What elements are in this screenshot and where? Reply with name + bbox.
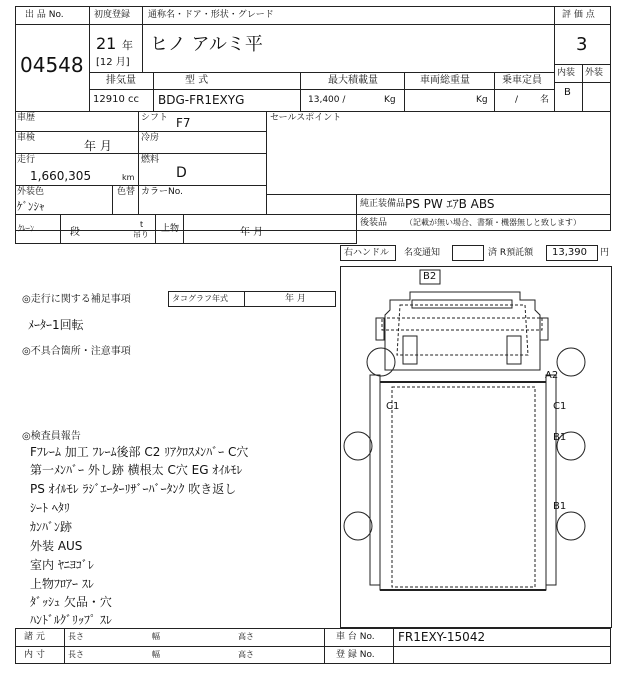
first-reg-label: 初度登録	[94, 10, 131, 20]
type-label: 型 式	[185, 75, 209, 86]
damage-mark: B2	[423, 271, 437, 282]
equipment-label: 純正装備品	[360, 199, 406, 209]
year-value: 21	[96, 34, 117, 53]
crane-label: ｸﾚｰﾝ	[18, 224, 34, 233]
width-label: 幅	[152, 632, 160, 641]
color-no-label: カラーNo.	[141, 187, 183, 197]
color-value: ｹﾞﾝｼｬ	[17, 200, 45, 213]
color-label: 外装色	[17, 187, 45, 197]
inspector-line: 第一ﾒﾝﾊﾞｰ 外し跡 横根太 C穴 EG ｵｲﾙﾓﾚ	[30, 463, 243, 477]
capacity-value: /	[515, 95, 519, 105]
month-value: [12 月]	[96, 57, 130, 68]
bed-inner	[392, 387, 535, 587]
damage-mark: B1	[553, 501, 567, 512]
aftermarket-label: 後装品	[360, 218, 388, 228]
lot-label: 出 品 No.	[25, 10, 64, 20]
recycle-label: 済 R預託額	[488, 248, 534, 258]
aftermarket-note: （記載が無い場合、書類・機器無しと致します）	[405, 218, 581, 227]
supplement-text: ﾒｰﾀｰ1回転	[28, 318, 84, 332]
bed-side-left	[370, 375, 380, 585]
wheel-front-left	[367, 348, 395, 376]
capacity-label: 乗車定員	[502, 75, 542, 86]
displacement-label: 排気量	[106, 75, 136, 86]
damage-mark: A2	[545, 370, 559, 381]
capacity-unit: 名	[540, 95, 550, 105]
load-label: 最大積載量	[328, 75, 378, 86]
supplement-label: ◎走行に関する補足事項	[22, 294, 131, 305]
inspector-line: ﾊﾝﾄﾞﾙｸﾞﾘｯﾌﾟ ｽﾚ	[30, 613, 112, 627]
recycle-value: 13,390	[552, 247, 587, 258]
damage-mark: C1	[553, 401, 567, 412]
wheel-rear-right-2	[557, 512, 585, 540]
cab-roof	[412, 300, 512, 308]
inspector-label: ◎検査員報告	[22, 431, 81, 442]
history-label: 車歴	[17, 113, 36, 123]
inspector-line: ｶﾝﾊﾞﾝ跡	[30, 520, 73, 534]
inspector-line: PS ｵｲﾙﾓﾚ ﾗｼﾞｴｰﾀｰﾘｻﾞｰﾊﾞｰﾀﾝｸ 吹き返し	[30, 482, 237, 496]
grade-label: 評 価 点	[562, 10, 595, 20]
car-name: ヒノ アルミ平	[150, 34, 263, 55]
height-label: 高さ	[238, 632, 254, 641]
equipment-value: PS PW ｴｱB ABS	[405, 197, 495, 211]
shift-value: F7	[176, 116, 191, 130]
interior-grade: B	[564, 87, 571, 98]
bed-outline	[380, 382, 546, 590]
inspector-line: Fﾌﾚｰﾑ 加工 ﾌﾚｰﾑ後部 C2 ﾘｱｸﾛｽﾒﾝﾊﾞｰ C穴	[30, 445, 249, 459]
gross-unit: Kg	[476, 95, 488, 105]
upper-value: 年 月	[240, 227, 264, 238]
reg-no-label: 登 録 No.	[336, 650, 375, 660]
model-label: 通称名・ドア・形状・グレード	[148, 10, 274, 20]
tacho-value: 年 月	[285, 294, 306, 304]
ac-label: 冷房	[141, 133, 160, 143]
grade-value: 3	[576, 34, 588, 55]
displacement-value: 12910 cc	[93, 94, 139, 105]
height-label: 高さ	[238, 650, 254, 659]
chassis-label: 車 台 No.	[336, 632, 375, 642]
mirror-left	[376, 318, 384, 340]
fuel-value: D	[176, 165, 187, 181]
mileage-value: 1,660,305	[30, 169, 92, 183]
lot-number: 04548	[20, 53, 84, 77]
recycle-unit: 円	[600, 248, 610, 258]
title-notice-label: 名変通知	[404, 248, 441, 258]
length-label: 長さ	[68, 650, 84, 659]
fuel-label: 燃料	[141, 155, 160, 165]
steering-value: 右ハンドル	[344, 248, 390, 258]
damage-mark: B1	[553, 432, 567, 443]
width-label: 幅	[152, 650, 160, 659]
sales-point-label: セールスポイント	[270, 113, 342, 123]
upper-label: 上物	[161, 224, 180, 234]
crane-stage: 段	[70, 227, 80, 238]
cab-outline	[385, 292, 540, 370]
year-unit: 年	[122, 39, 133, 52]
windshield	[382, 318, 542, 330]
cab-side-right	[507, 336, 521, 364]
type-value: BDG-FR1EXYG	[158, 93, 245, 107]
shift-label: シフト	[141, 113, 169, 123]
tacho-label: タコグラフ年式	[172, 294, 228, 303]
inspector-line: ｼｰﾄ ﾍﾀﾘ	[30, 501, 70, 515]
wheel-rear-left-1	[344, 432, 372, 460]
inspection-label: 車検	[17, 133, 36, 143]
crane-lift-label: 吊り	[133, 230, 149, 239]
inspector-line: 室内 ﾔﾆﾖｺﾞﾚ	[30, 558, 94, 572]
mileage-label: 走行	[17, 155, 36, 165]
wheel-rear-left-2	[344, 512, 372, 540]
dims-label: 諸 元	[24, 632, 45, 642]
interior-dims-label: 内 寸	[24, 650, 45, 660]
length-label: 長さ	[68, 632, 84, 641]
mileage-unit: km	[122, 173, 135, 182]
inspection-value: 年 月	[84, 139, 112, 153]
inspector-line: 上物ﾌﾛｱｰ ｽﾚ	[30, 577, 94, 591]
load-unit: Kg	[384, 95, 396, 105]
damage-mark: C1	[386, 401, 400, 412]
defect-label: ◎不具合箇所・注意事項	[22, 346, 131, 357]
chassis-value: FR1EXY-15042	[398, 630, 486, 644]
cab-side-left	[403, 336, 417, 364]
load-value: 13,400 /	[308, 95, 346, 105]
gross-label: 車両総重量	[420, 75, 470, 86]
mirror-right	[540, 318, 548, 340]
color-change-label: 色替	[117, 187, 136, 197]
inspector-line: 外装 AUS	[30, 539, 83, 553]
inspector-line: ﾀﾞｯｼｭ 欠品・穴	[30, 595, 112, 609]
exterior-label: 外装	[585, 68, 604, 78]
crane-lift-t: t	[140, 220, 144, 229]
interior-label: 内装	[557, 68, 576, 78]
wheel-front-right	[557, 348, 585, 376]
